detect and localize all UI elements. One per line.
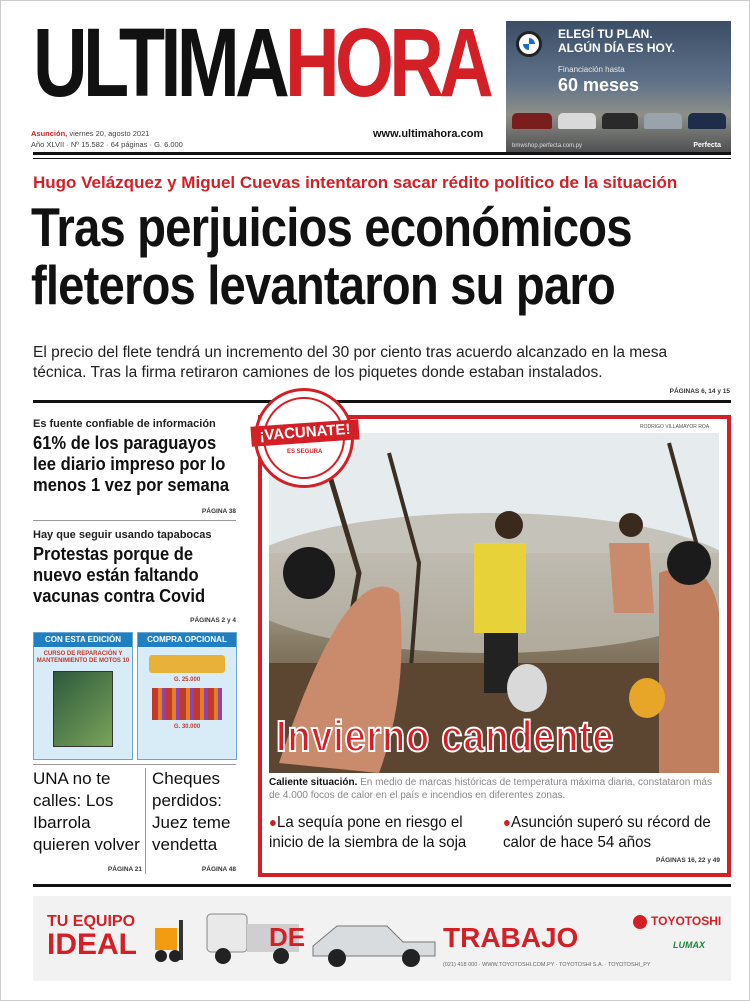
ad-line2: IDEAL bbox=[47, 928, 137, 961]
car-image bbox=[602, 113, 638, 129]
bullet-dot-icon: ● bbox=[269, 814, 277, 830]
pickup-image bbox=[307, 912, 441, 968]
story2-headline[interactable]: Protestas porque de nuevo están faltando vacunas contra Covid bbox=[33, 544, 206, 606]
lead-headline[interactable] bbox=[31, 198, 632, 314]
story4-headline[interactable]: Cheques perdidos: Juez teme vendetta bbox=[152, 769, 231, 854]
caption-text: En medio de marcas históricas de temperatura máxima diaria, constataron más de 4.000 focos de calor en el país e incendios en diferentes zonas. bbox=[269, 777, 712, 801]
lead-headline-line2: fleteros levantaron su paro bbox=[31, 254, 615, 316]
story1-kicker: Es fuente confiable de información bbox=[33, 418, 216, 430]
story1-headline[interactable]: 61% de los paraguayos lee diario impreso por lo menos 1 vez por semana bbox=[33, 433, 230, 495]
masthead-rule-thin bbox=[33, 158, 731, 159]
lead-pages: PÁGINAS 6, 14 y 15 bbox=[669, 388, 730, 395]
top-advertisement[interactable] bbox=[506, 21, 731, 155]
photo-credit: RODRIGO VILLAMAYOR ROA bbox=[640, 424, 710, 430]
story2-kicker: Hay que seguir usando tapabocas bbox=[33, 529, 212, 541]
masthead-hora: HORA bbox=[285, 8, 490, 117]
ad-site: bmwshop.perfecta.com.py bbox=[512, 143, 583, 149]
car-image bbox=[512, 113, 552, 129]
bottom-advertisement[interactable] bbox=[33, 896, 731, 981]
bottom-rule bbox=[33, 884, 731, 887]
ad-slogan-line1: ELEGÍ TU PLAN. bbox=[558, 27, 653, 41]
dateline-city: Asunción, bbox=[31, 129, 68, 138]
masthead[interactable] bbox=[33, 8, 490, 117]
magazine-cover-image bbox=[53, 671, 113, 747]
ad-dealer: Perfecta bbox=[693, 142, 721, 149]
website-url[interactable]: www.ultimahora.com bbox=[373, 128, 484, 140]
promo-optional-bar: COMPRA OPCIONAL bbox=[138, 633, 236, 647]
ad-brand bbox=[633, 914, 721, 929]
dateline-date: viernes 20, agosto 2021 bbox=[69, 129, 150, 138]
ad-slogan-line2: ALGÚN DÍA ES HOY. bbox=[558, 41, 675, 55]
story2-pages: PÁGINAS 2 y 4 bbox=[190, 617, 236, 624]
lead-headline-line1: Tras perjuicios económicos bbox=[31, 196, 632, 258]
story3-headline[interactable]: UNA no te calles: Los Ibarrola quieren volver bbox=[33, 769, 140, 854]
feature-pages: PÁGINAS 16, 22 y 49 bbox=[656, 857, 720, 864]
bullet1-text: La sequía pone en riesgo el inicio de la siembra de la soja bbox=[269, 814, 467, 851]
story-divider bbox=[33, 764, 236, 765]
feature-title[interactable]: Invierno candente bbox=[276, 712, 615, 761]
ad-financing-label: Financiación hasta bbox=[558, 65, 625, 74]
ad-brand-name: TOYOTOSHI bbox=[651, 914, 722, 928]
car-image bbox=[644, 113, 682, 129]
ad-line4: TRABAJO bbox=[443, 922, 579, 953]
dateline bbox=[31, 128, 183, 150]
section-rule bbox=[33, 400, 731, 403]
bullet2-text: Asunción superó su récord de calor de hace 54 años bbox=[503, 814, 711, 851]
lead-kicker[interactable]: Hugo Velázquez y Miguel Cuevas intentaron sacar rédito político de la situación bbox=[33, 173, 678, 192]
toyotoshi-logo-icon bbox=[633, 915, 647, 929]
feature-caption bbox=[269, 776, 719, 802]
stamp-label: ¡VACUNATE! bbox=[250, 419, 359, 446]
ad-sub-brand: LUMAX bbox=[673, 940, 705, 950]
feature-bullet2[interactable] bbox=[503, 812, 712, 853]
pillow-image bbox=[149, 655, 225, 673]
story1-pages: PÁGINA 38 bbox=[201, 508, 236, 515]
bag-image bbox=[152, 688, 222, 720]
feature-bullet1[interactable] bbox=[269, 812, 487, 853]
ad-line1: TU EQUIPO bbox=[47, 913, 136, 930]
promo-optional[interactable] bbox=[137, 632, 237, 760]
promo-price2: G. 30.000 bbox=[173, 724, 201, 730]
promo-price1: G. 25.000 bbox=[173, 677, 201, 683]
story-divider bbox=[33, 520, 236, 521]
column-divider bbox=[145, 768, 146, 874]
story3-pages: PÁGINA 21 bbox=[107, 866, 142, 873]
ad-slogan bbox=[558, 27, 675, 55]
promo-edition[interactable] bbox=[33, 632, 133, 760]
promo-edition-text: CURSO DE REPARACIÓN Y MANTENIMIENTO DE MOTOS 10 bbox=[36, 651, 130, 664]
car-image bbox=[688, 113, 726, 129]
story4-pages: PÁGINA 48 bbox=[201, 866, 236, 873]
masthead-rule bbox=[33, 152, 731, 155]
masthead-ultima: ULTIMA bbox=[33, 8, 286, 117]
lead-deck: El precio del flete tendrá un incremento del 30 por ciento tras acuerdo alcanzado en la mesa técnica. Tras la firma retiraron camiones de los piquetes donde estaban instalados. bbox=[33, 344, 668, 381]
promo-edition-bar: CON ESTA EDICIÓN bbox=[34, 633, 132, 647]
bmw-logo-icon bbox=[516, 31, 542, 57]
caption-lead: Caliente situación. bbox=[269, 777, 358, 788]
car-image bbox=[558, 113, 596, 129]
ad-contacts: (021) 418 000 · WWW.TOYOTOSHI.COM.PY · TOYOTOSHI S.A. · TOYOTOSHI_PY bbox=[443, 962, 651, 968]
ad-months: 60 meses bbox=[558, 75, 640, 95]
stamp-subtitle: ES SEGURA bbox=[287, 449, 323, 455]
vaccine-stamp[interactable] bbox=[254, 388, 354, 488]
forklift-image bbox=[151, 918, 191, 964]
ad-line3: DE bbox=[269, 922, 306, 952]
dateline-edition: Año XLVII · Nº 15.582 · 64 páginas · G. 6.000 bbox=[31, 140, 183, 149]
bullet-dot-icon: ● bbox=[503, 814, 511, 830]
